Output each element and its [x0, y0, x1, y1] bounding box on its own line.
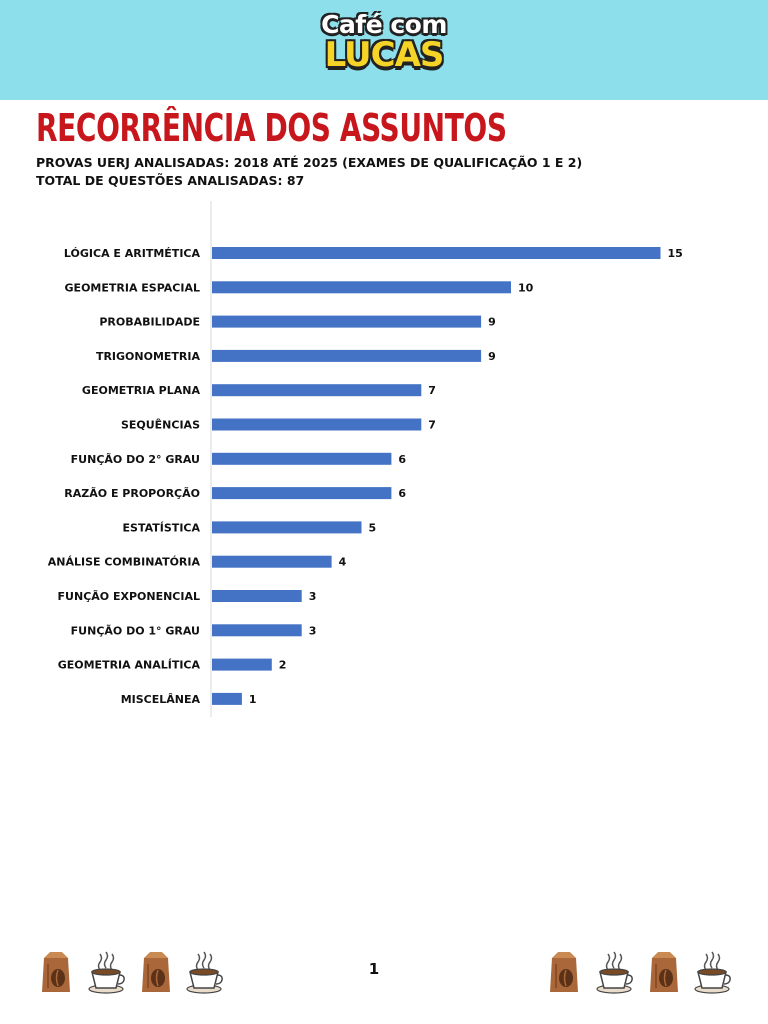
bar	[212, 556, 332, 568]
category-label: PROBABILIDADE	[99, 315, 200, 329]
category-label: FUNÇÃO DO 2° GRAU	[70, 452, 200, 466]
bar	[212, 350, 481, 362]
bar	[212, 521, 362, 533]
coffee-bag-icon	[646, 950, 682, 994]
data-label: 3	[308, 624, 317, 638]
bar	[212, 419, 421, 431]
bar-chart	[0, 195, 768, 725]
data-label: 9	[488, 315, 496, 329]
category-label: FUNÇÃO EXPONENCIAL	[57, 590, 200, 603]
bar	[212, 693, 242, 705]
bar	[212, 453, 391, 465]
bar	[212, 384, 421, 396]
page-title: RECORRÊNCIA DOS ASSUNTOS	[36, 106, 507, 150]
data-label: 5	[368, 521, 377, 535]
page-number: 1	[368, 960, 380, 978]
category-label: GEOMETRIA PLANA	[81, 384, 200, 398]
category-label: ANÁLISE COMBINATÓRIA	[47, 555, 200, 569]
data-label: 7	[428, 384, 436, 398]
category-label: GEOMETRIA ESPACIAL	[64, 281, 200, 295]
coffee-cup-icon	[692, 950, 728, 994]
coffee-cup-icon	[594, 950, 630, 994]
data-label: 4	[338, 555, 347, 569]
category-label: SEQUÊNCIAS	[120, 418, 200, 432]
category-label: RAZÃO E PROPORÇÃO	[64, 487, 200, 501]
subtitle-total-questions: TOTAL DE QUESTÕES ANALISADAS: 87	[36, 173, 305, 188]
coffee-cup-icon	[86, 950, 122, 994]
bar	[212, 590, 302, 602]
bar	[212, 487, 391, 499]
data-label: 6	[398, 452, 407, 466]
bar	[212, 281, 511, 293]
category-label: ESTATÍSTICA	[122, 521, 200, 535]
coffee-bag-icon	[138, 950, 174, 994]
category-label: MISCELÂNEA	[120, 692, 200, 706]
data-label: 9	[488, 349, 496, 363]
coffee-cup-icon	[184, 950, 220, 994]
data-label: 15	[667, 247, 683, 260]
coffee-bag-icon	[546, 950, 582, 994]
logo-line-cafe-com: Café com	[321, 10, 447, 39]
data-label: 2	[278, 658, 287, 672]
logo-line-lucas: LUCAS	[324, 35, 444, 75]
brand-logo	[0, 10, 768, 75]
subtitle-exams: PROVAS UERJ ANALISADAS: 2018 ATÉ 2025 (EXAMES DE QUALIFICAÇÃO 1 E 2)	[36, 155, 583, 170]
category-label: GEOMETRIA ANALÍTICA	[57, 658, 200, 672]
bar	[212, 624, 302, 636]
bar	[212, 316, 481, 328]
bar	[212, 659, 272, 671]
data-label: 7	[428, 418, 436, 432]
data-label: 6	[398, 487, 407, 501]
bar	[212, 247, 661, 259]
data-label: 1	[248, 692, 257, 706]
category-label: FUNÇÃO DO 1° GRAU	[70, 624, 200, 638]
coffee-bag-icon	[38, 950, 74, 994]
data-label: 3	[308, 590, 317, 603]
category-label: LÓGICA E ARITMÉTICA	[63, 247, 200, 260]
category-label: TRIGONOMETRIA	[95, 349, 200, 363]
data-label: 10	[518, 281, 534, 295]
